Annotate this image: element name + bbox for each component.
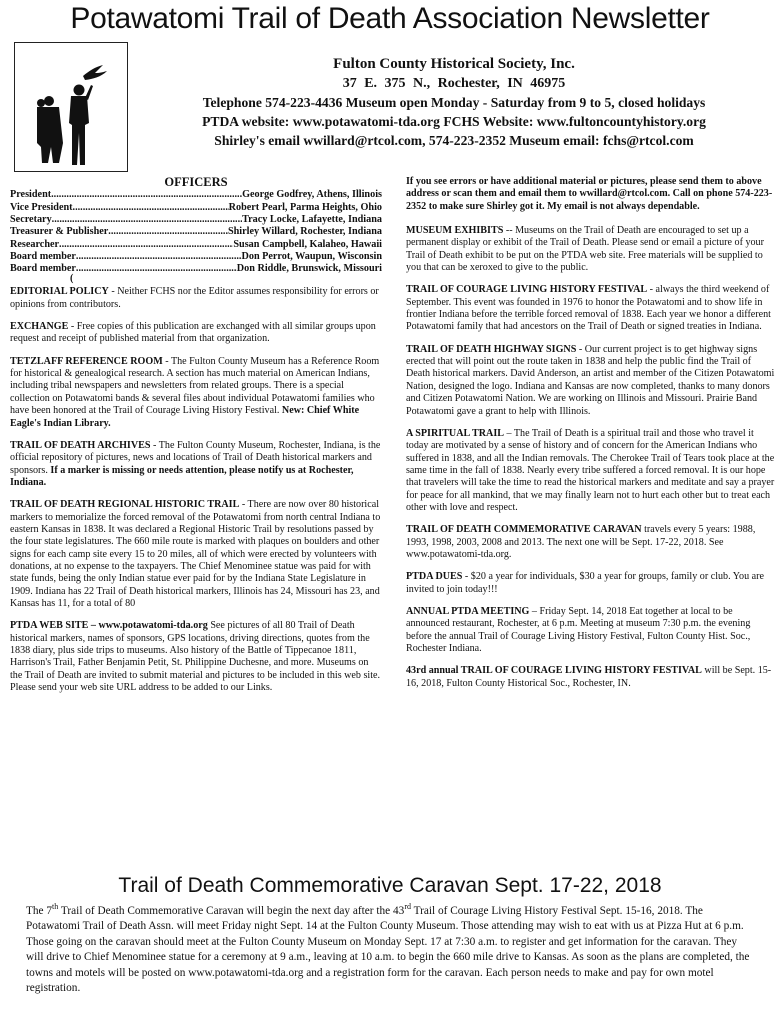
- left-column: [10, 176, 382, 704]
- caravan-body: The 7th Trail of Death Commemorative Caravan will begin the next day after the 43rd Trail of Courage Living History Festival Sept. 15-16, 2018. The Potawatomi Trail of Death Assn. will meet Friday night Sept. 14 at the Fulton County Museum. Those attending may wish to eat with us at Pizza Hut at 6 p.m. Those going on the caravan should meet at the Fulton County Museum on Monday Sept. 17 at 7:30 a.m. to register and get information for the caravan. They will drive to Chief Menominee statue for a ceremony at 9 a.m., leaving at 10 a.m. to begin the 660 mile drive to Kansas. As soon as the plans are completed, the towns and motels will be posted on www.potawatomi-tda.org and a registration form for the caravan. Each person needs to make and pay for own motel registration.: [26, 902, 750, 995]
- spiritual-trail-section: A SPIRITUAL TRAIL – The Trail of Death is a spiritual trail and those who travel it today are motivated by a sense of history and of concern for the American Indians who suffered in 1838, and all the Indian removals. The Cherokee Trail of Tears took place at the same time in the fall of 1838. Nearly every tribe suffered a forced removal. It is our hope that travelers will take the time to read the historical markers and meditate and say a prayer for peace for all mankind, that we may finally learn not to hurt each other but to treat each other with love and respect.: [406, 427, 775, 513]
- logo: [14, 42, 128, 172]
- dues-section: PTDA DUES - $20 a year for individuals, $30 a year for groups, family or club. You are invited to join today!!!: [406, 571, 764, 595]
- caravan-schedule-section: TRAIL OF DEATH COMMEMORATIVE CARAVAN travels every 5 years: 1988, 1993, 1998, 2003, 2008 and 2013. The next one will be Sept. 17-22, 2018. See www.potawatomi-tda.org.: [406, 524, 756, 560]
- editorial-policy: EDITORIAL POLICY - Neither FCHS nor the Editor assumes responsibility for errors or opinions from contributors.: [10, 286, 379, 310]
- officers-heading: OFFICERS: [164, 175, 228, 189]
- officer-row: President ..... George Godfrey, Athens, Illinois: [10, 189, 382, 201]
- highway-signs-section: TRAIL OF DEATH HIGHWAY SIGNS - Our current project is to get highway signs erected that will point out the route taken in 1838 and help the public find the Trail of Death historical markers. David Anderson, an artist and member of the Citizen Potawatomi Nation, designed the logo. Indiana and Kansas are now completed, thanks to many donors and Citizen Potawatomi Nation. We are working on Illinois and Missouri. Prairie Band Potawatomi gave a grant to help with Illinois.: [406, 343, 775, 417]
- annual-meeting-section: ANNUAL PTDA MEETING – Friday Sept. 14, 2018 Eat together at local to be announced restaurant, Rochester, at 6 p.m. Meeting at museum 7:30 p.m. the evening before the annual Trail of Courage Living History Festival, Fulton County Hist. Soc., Rochester Indiana.: [406, 605, 751, 654]
- web-site-section: PTDA WEB SITE – www.potawatomi-tda.org See pictures of all 80 Trail of Death historical markers, names of sponsors, GPS locations, driving directions, quotes from the 1838 diary, plus side trips to museums. Also history of the Battle of Tippecanoe 1811, Harrison's Trail, Father Benjamin Petit, St. Philippine Duchesne, and more. Museums on the Trail of Death are invited to submit material and pictures to be included in this web site. Please send your web site URL address to be added to our Links.: [10, 620, 381, 694]
- museum-exhibits-section: MUSEUM EXHIBITS -- Museums on the Trail of Death are encouraged to set up a permanent display or exhibit of the Trail of Death. Please send or email a picture of your Trail of Death exhibit to be put on the PTDA web site. Free materials will be supplied to you that can be xeroxed to give to the public.: [406, 225, 764, 274]
- officer-row: Vice President ..... Robert Pearl, Parma Heights, Ohio: [10, 202, 382, 214]
- caravan-title: Trail of Death Commemorative Caravan Sept. 17-22, 2018: [118, 874, 662, 897]
- potawatomi-silhouette-icon: [15, 43, 126, 170]
- newsletter-title: Potawatomi Trail of Death Association Newsletter: [70, 2, 710, 35]
- officer-row: Secretary ..... Tracy Locke, Lafayette, Indiana: [10, 214, 382, 226]
- society-name: Fulton County Historical Society, Inc.: [333, 56, 575, 72]
- courage-festival-section: TRAIL OF COURAGE LIVING HISTORY FESTIVAL - always the third weekend of September. This event was founded in 1976 to honor the Potawatomi and to show life in frontier Indiana before the terrible forced removal of 1838. Each year we honor a different Potawatomi family that had ancestors on the Trail of Death or signed treaties in Indiana.: [406, 284, 771, 333]
- exchange-section: EXCHANGE - Free copies of this publication are exchanged with all similar groups upon request and receipt of published material from that organization.: [10, 321, 376, 345]
- emails-line: Shirley's email wwillard@rtcol.com, 574-223-2352 Museum email: fchs@rtcol.com: [214, 133, 694, 148]
- regional-trail-section: TRAIL OF DEATH REGIONAL HISTORIC TRAIL - There are now over 80 historical markers to memorialize the forced removal of the Potawatomi from north central Indiana to eastern Kansas in 1838. It was declared a Regional Historic Trail by resolutions passed by the four state legislatures. The 660 mile route is marked with plaques on boulders and other signs for each camp site every 15 to 20 miles, all of which were erected by volunteers with donations, at no expense to the taxpayers. The Chief Menominee statue was paid for with state funds, being the only Indian statue ever paid for by the Indiana State Legislature in 1909. Indiana has 22 Trail of Death historical markers, Illinois has 24, Missouri has 23, and Kansas has 11, for a total of 80: [10, 499, 381, 609]
- officer-row: Board member ..... Don Riddle, Brunswick, Missouri: [10, 263, 382, 275]
- right-column: [406, 176, 776, 700]
- society-address: 37 E. 375 N., Rochester, IN 46975: [342, 76, 566, 91]
- telephone-hours: Telephone 574-223-4436 Museum open Monday - Saturday from 9 to 5, closed holidays: [202, 95, 706, 110]
- officers-list: [10, 189, 382, 283]
- submission-note: If you see errors or have additional material or pictures, please send them to above address or scan them and email them to wwillard@rtcol.com. Call on phone 574-223-2352 to make sure Shirley got it. My email is not always dependable.: [406, 176, 773, 212]
- officers-extra: (: [70, 273, 74, 285]
- festival-announcement: 43rd annual TRAIL OF COURAGE LIVING HISTORY FESTIVAL will be Sept. 15-16, 2018, Fulton County Historical Soc., Rochester, IN.: [406, 665, 772, 689]
- society-header: [134, 55, 774, 150]
- officer-row: Board member ..... Don Perrot, Waupun, Wisconsin: [10, 251, 382, 263]
- websites-line: PTDA website: www.potawatomi-tda.org FCHS Website: www.fultoncountyhistory.org: [202, 114, 706, 129]
- archives-section: TRAIL OF DEATH ARCHIVES - The Fulton County Museum, Rochester, Indiana, is the official repository of pictures, news and locations of Trail of Death historical markers and sponsors. If a marker is missing or needs attention, please notify us at Rochester, Indiana.: [10, 439, 381, 488]
- reference-room-section: TETZLAFF REFERENCE ROOM - The Fulton County Museum has a Reference Room for historical & genealogical research. A section has much material on American Indians, including tribal newspapers and newsletters from related groups. There is a special collection on Potawatomi bands & several files about individual Potawatomi families who have been honored at the Trail of Courage Living History Festival. New: Chief White Eagle's Indian Library.: [10, 355, 380, 429]
- officer-row: Treasurer & Publisher ..... Shirley Willard, Rochester, Indiana: [10, 226, 382, 238]
- officer-row: Researcher ..... Susan Campbell, Kalaheo, Hawaii: [10, 239, 382, 251]
